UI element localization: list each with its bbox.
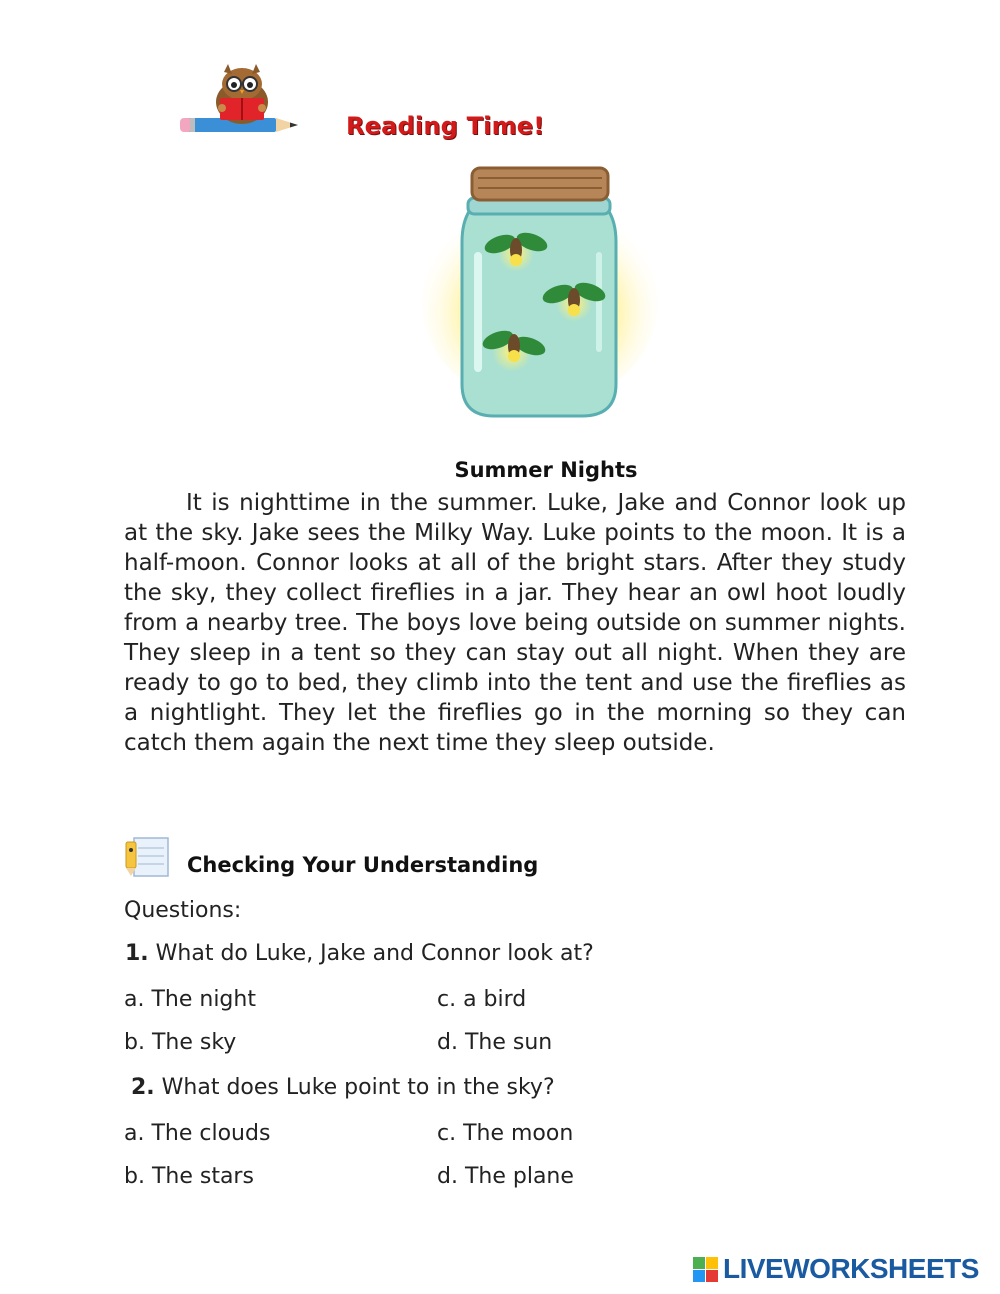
section-title: Checking Your Understanding	[187, 853, 539, 877]
story-text: It is nighttime in the summer. Luke, Jake and Connor look up at the sky. Jake sees the Milky Way. Luke points to the moon. It is a half-moon. Connor looks at all of the bright stars. After they study the sky, they collect fireflies in a jar. They hear an owl hoot loudly from a nearby tree. The boys love being outside on summer nights. They sleep in a tent so they can stay out all night. When they are ready to go to bed, they climb into the tent and use the fireflies as a nightlight. They let the fireflies go in the morning so they can catch them again the next time they sleep outside.	[124, 490, 906, 756]
firefly-jar-icon	[418, 162, 658, 424]
questions-label: Questions:	[124, 898, 242, 923]
question-number: 1.	[125, 941, 149, 966]
option-1b: b. The sky	[124, 1030, 237, 1055]
option-1c: c. a bird	[437, 987, 527, 1012]
question-2	[131, 1075, 555, 1100]
owl-reading-icon	[180, 62, 304, 142]
notepad-pencil-icon	[122, 836, 172, 878]
option-2c: c. The moon	[437, 1121, 574, 1146]
option-1d: d. The sun	[437, 1030, 553, 1055]
option-2d: d. The plane	[437, 1164, 574, 1189]
question-number: 2.	[131, 1075, 155, 1100]
question-text: What does Luke point to in the sky?	[161, 1075, 555, 1100]
logo-text: LIVEWORKSHEETS	[723, 1253, 979, 1284]
story-title: Summer Nights	[454, 458, 638, 482]
page-title: Reading Time!	[346, 112, 545, 140]
question-1	[125, 941, 594, 966]
logo-blocks-icon	[693, 1257, 719, 1283]
question-text: What do Luke, Jake and Connor look at?	[155, 941, 594, 966]
option-1a: a. The night	[124, 987, 256, 1012]
option-2b: b. The stars	[124, 1164, 254, 1189]
option-2a: a. The clouds	[124, 1121, 271, 1146]
